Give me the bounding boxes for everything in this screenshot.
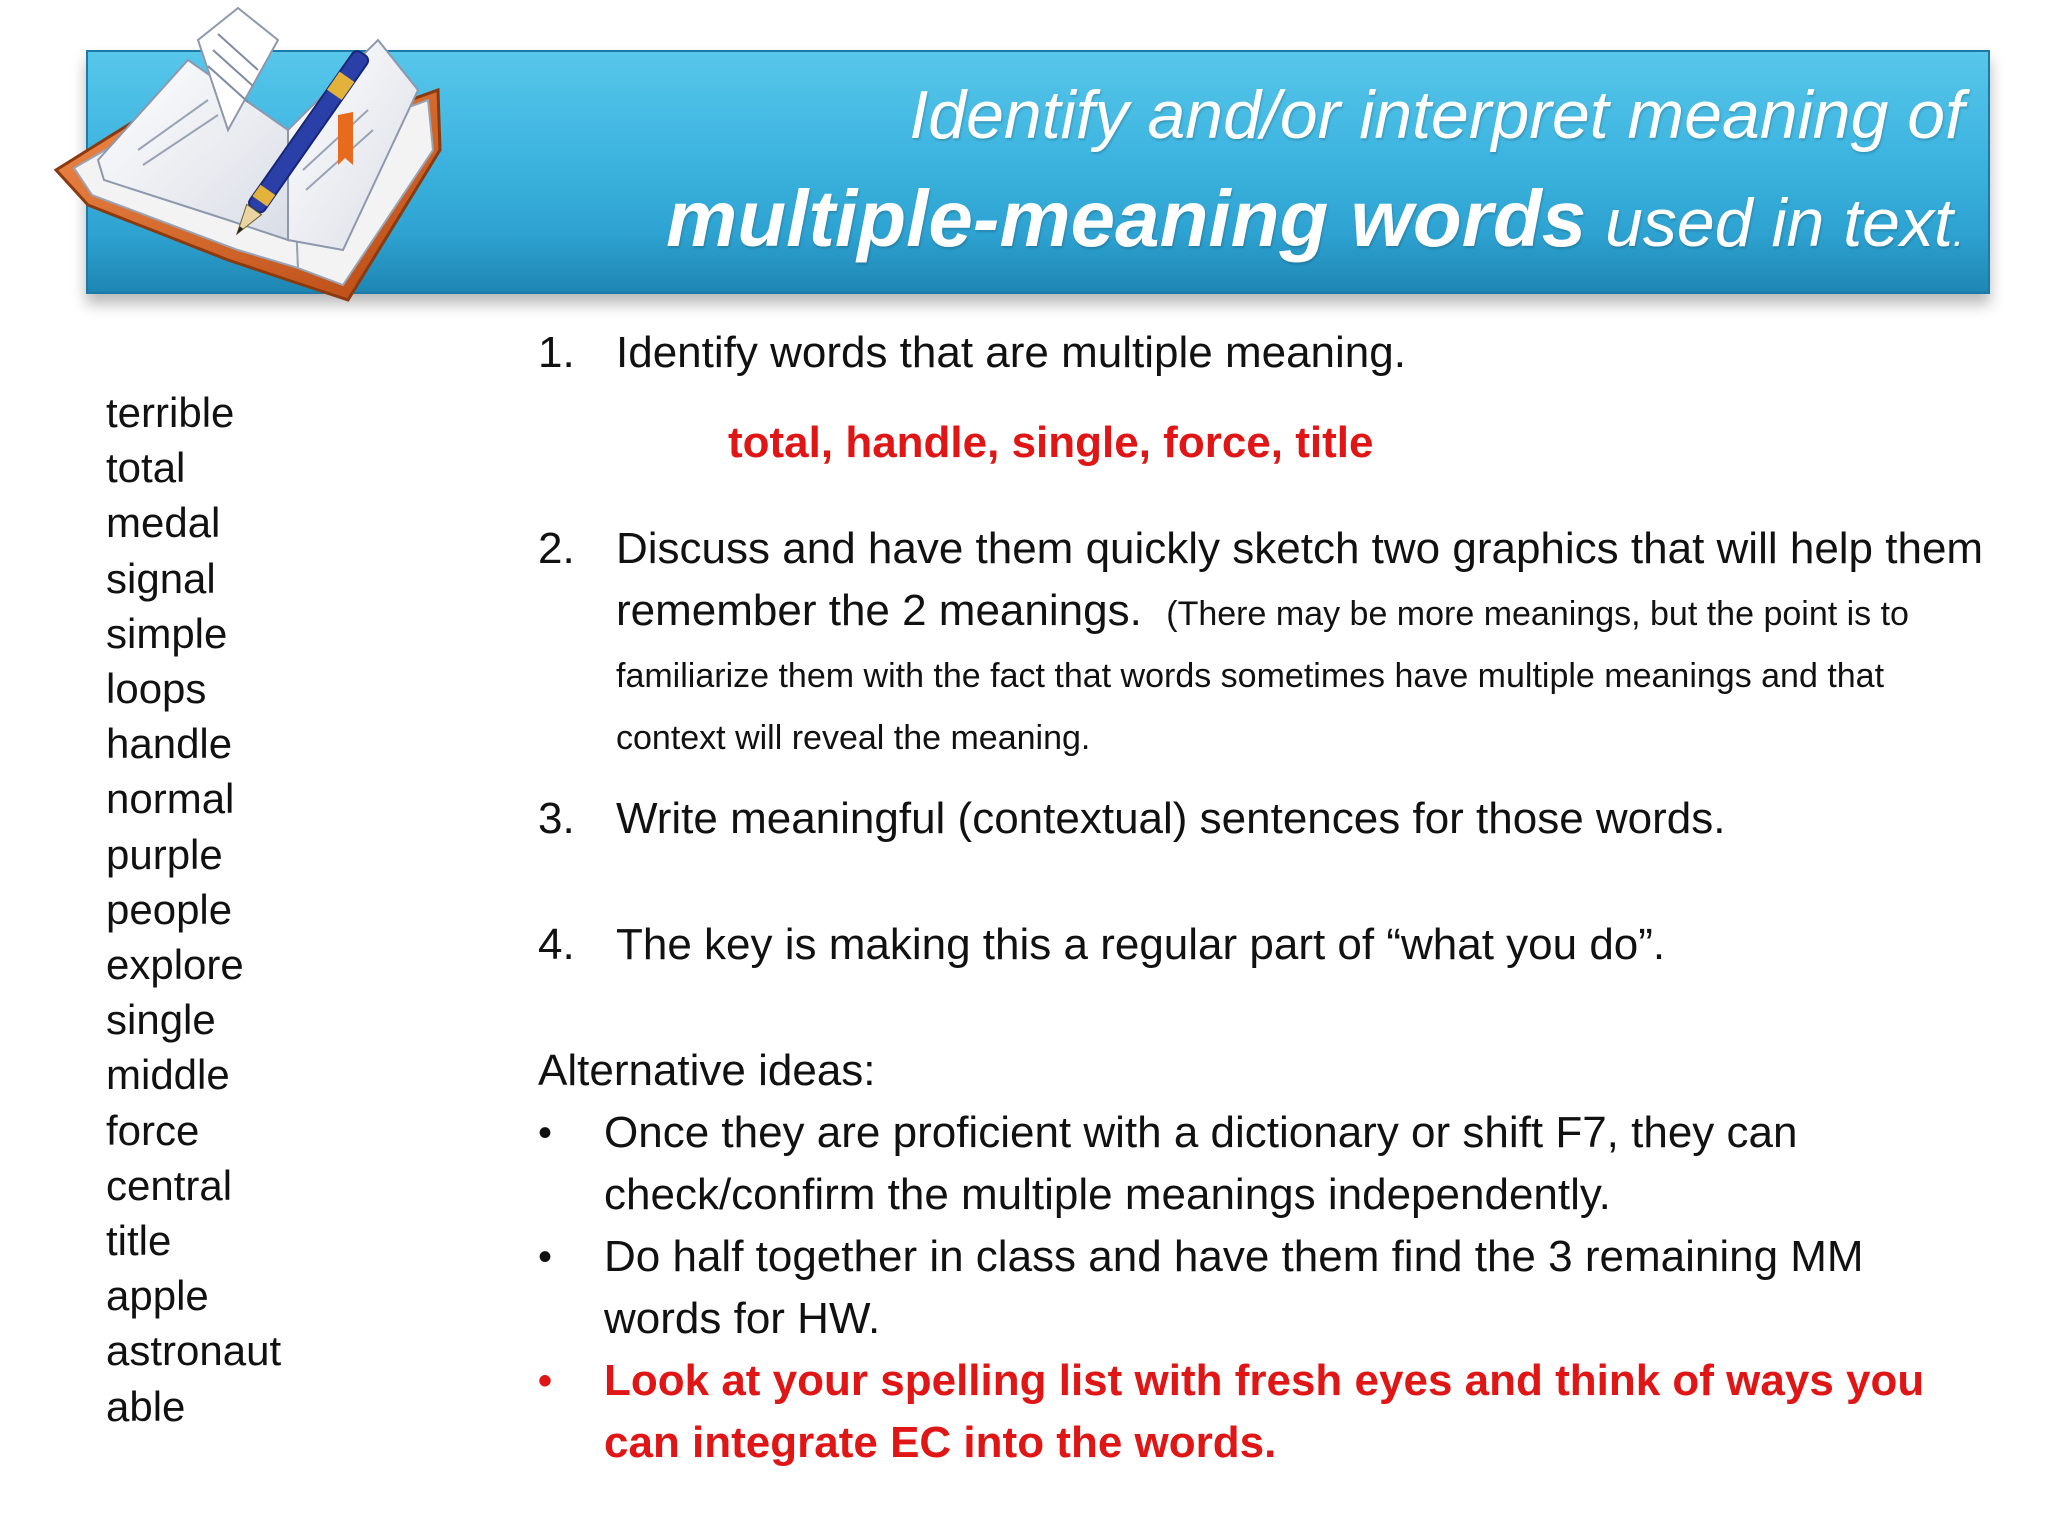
alternatives-heading: Alternative ideas: — [538, 1046, 876, 1095]
step-note: (There may be more meanings, but the point is to familiarize them with the fact that words sometimes have multiple meanings and that context will reveal the meaning. — [616, 595, 1909, 757]
list-item: apple — [106, 1272, 209, 1320]
list-item: medal — [106, 499, 221, 547]
title-bold-phrase: multiple-meaning words — [666, 174, 1587, 263]
bullet-icon: • — [538, 1111, 553, 1155]
list-item: able — [106, 1382, 186, 1430]
page-title — [666, 66, 1964, 288]
list-item: simple — [106, 609, 228, 657]
list-item: signal — [106, 554, 216, 602]
alternative-text: Look at your spelling list with fresh eyes and think of ways you can integrate EC into the words. — [604, 1356, 1925, 1467]
list-item: terrible — [106, 389, 235, 436]
list-item: handle — [106, 720, 233, 768]
list-item: single — [106, 996, 216, 1044]
step-text: Discuss and have them quickly sketch two graphics that will help them remember the 2 meanings. — [616, 524, 1984, 635]
title-line-1: Identify and/or interpret meaning of — [909, 77, 1964, 153]
step-text: Write meaningful (contextual) sentences for those words. — [616, 794, 1726, 843]
answer-words: total, handle, single, force, title — [728, 418, 1374, 467]
list-item: purple — [106, 830, 223, 878]
alternative-text: Once they are proficient with a dictionary or shift F7, they can check/confirm the multiple meanings independently. — [604, 1108, 1798, 1219]
list-item: total — [106, 444, 186, 492]
alternative-text: Do half together in class and have them find the 3 remaining MM words for HW. — [604, 1232, 1864, 1343]
bullet-icon: • — [538, 1359, 553, 1403]
list-item: force — [106, 1106, 200, 1154]
step-number: 4. — [538, 920, 575, 969]
title-rest: used in text — [1586, 185, 1953, 261]
title-period: . — [1952, 211, 1964, 255]
title-line-2 — [666, 164, 1964, 288]
step-text: The key is making this a regular part of “what you do”. — [616, 920, 1666, 969]
spelling-word-list — [106, 385, 281, 1434]
list-item: astronaut — [106, 1327, 282, 1375]
step-number: 2. — [538, 524, 575, 573]
list-item: central — [106, 1161, 233, 1209]
step-number: 1. — [538, 328, 575, 377]
list-item: explore — [106, 941, 244, 989]
bullet-icon: • — [538, 1235, 553, 1279]
book-with-pen-icon — [48, 0, 448, 320]
list-item: normal — [106, 775, 235, 823]
list-item: title — [106, 1217, 172, 1265]
step-text-block — [616, 518, 1988, 766]
step-number: 3. — [538, 794, 575, 843]
list-item: middle — [106, 1051, 230, 1099]
list-item: people — [106, 885, 233, 933]
step-text: Identify words that are multiple meaning. — [616, 328, 1406, 377]
list-item: loops — [106, 665, 207, 713]
